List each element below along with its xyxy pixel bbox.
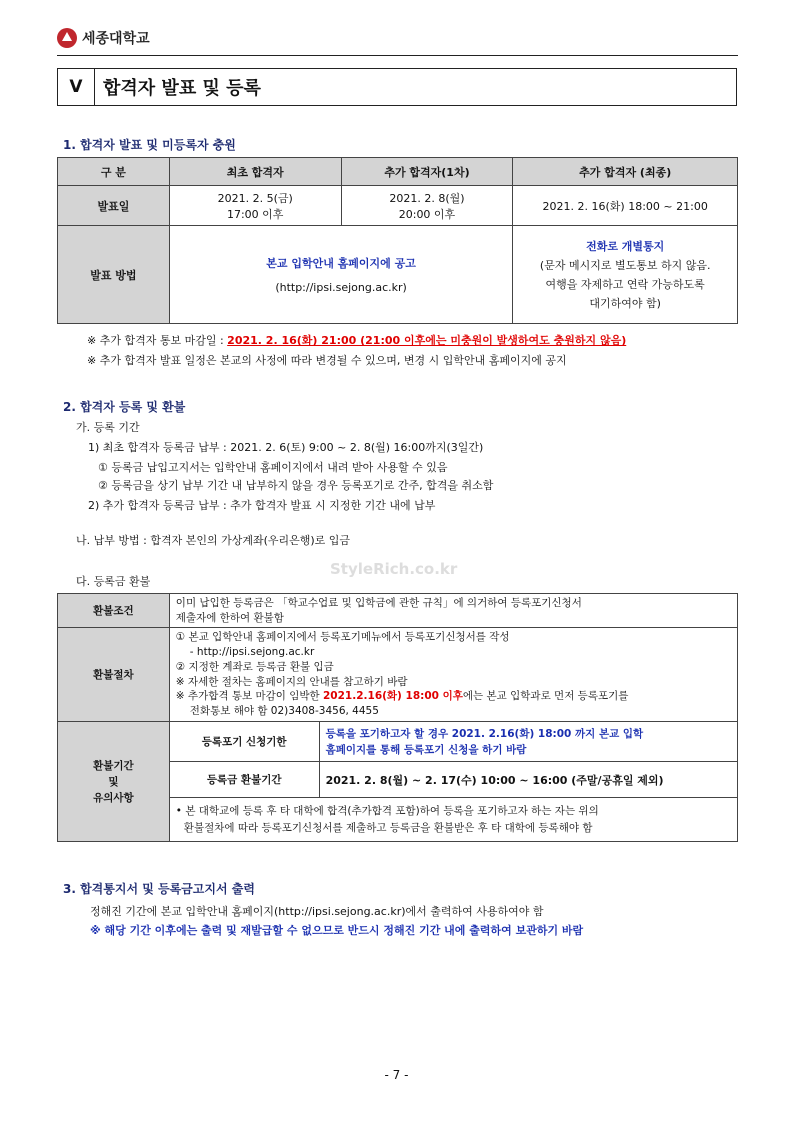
- row-label-method: 발표 방법: [58, 226, 170, 324]
- apply-deadline: 등록을 포기하고자 할 경우 2021. 2.16(화) 18:00 까지 본교 입학 홈페이지를 통해 등록포기 신청을 하기 바람: [319, 722, 737, 762]
- watermark: StyleRich.co.kr: [330, 560, 458, 578]
- s2-line3: ② 등록금을 상기 납부 기간 내 납부하지 않을 경우 등록포기로 간주, 합격을 취소함: [98, 479, 494, 492]
- announcement-table: [57, 157, 738, 324]
- university-emblem-icon: [57, 28, 77, 48]
- s1-note-deadline: ※ 추가 합격자 통보 마감일 : 2021. 2. 16(화) 21:00 (21:00 이후에는 미충원이 발생하여도 충원하지 않음): [87, 334, 627, 347]
- university-name: 세종대학교: [82, 31, 150, 47]
- col-header: 최초 합격자: [169, 158, 341, 186]
- refund-cond-label: 환불조건: [58, 594, 170, 628]
- university-logo: [57, 28, 150, 48]
- page-number: - 7 -: [384, 1068, 409, 1082]
- refund-period: 2021. 2. 8(월) ~ 2. 17(수) 10:00 ~ 16:00 (주말/공휴일 제외): [319, 762, 737, 798]
- date-first: 2021. 2. 5(금) 17:00 이후: [169, 186, 341, 226]
- refund-cond: 이미 납입한 등록금은 「학교수업료 및 입학금에 관한 규칙」에 의거하여 등록포기신청서 제출자에 한하여 환불함: [169, 594, 737, 628]
- method-homepage: 본교 입학안내 홈페이지에 공고 (http://ipsi.sejong.ac.kr): [169, 226, 513, 324]
- s1-heading: 1. 합격자 발표 및 미등록자 충원: [63, 138, 236, 152]
- s2-heading: 2. 합격자 등록 및 환불: [63, 400, 186, 414]
- refund-period-label: 환불기간 및 유의사항: [58, 722, 170, 842]
- s2-da: 다. 등록금 환불: [76, 575, 151, 588]
- refund-proc-label: 환불절차: [58, 628, 170, 722]
- col-header: 추가 합격자 (최종): [513, 158, 738, 186]
- date-additional-final: 2021. 2. 16(화) 18:00 ~ 21:00: [513, 186, 738, 226]
- header-rule: [57, 55, 738, 56]
- row-label-date: 발표일: [58, 186, 170, 226]
- section-title: 합격자 발표 및 등록: [103, 78, 261, 99]
- s2-na: 나. 납부 방법 : 합격자 본인의 가상계좌(우리은행)로 입금: [76, 534, 351, 547]
- s2-ga: 가. 등록 기간: [76, 421, 140, 434]
- s2-line2: ① 등록금 납입고지서는 입학안내 홈페이지에서 내려 받아 사용할 수 있음: [98, 461, 448, 474]
- col-header: 구 분: [58, 158, 170, 186]
- section-number: V: [58, 69, 95, 105]
- refund-proc: ① 본교 입학안내 홈페이지에서 등록포기메뉴에서 등록포기신청서를 작성 - http://ipsi.sejong.ac.kr ② 지정한 계좌로 등록금 환불 입금 ※ 자세한 절차는 홈페이지의 안내를 참고하기 바람 ※ 추가합격 통보 마감이 임박한 2021.2.16(화) 18:00 이후에는 본교 입학과로 먼저 등록포기를 전화통보 해야 함 02)3408-3456, 4455: [169, 628, 737, 722]
- refund-period-row-label: 등록금 환불기간: [169, 762, 319, 798]
- date-additional-1: 2021. 2. 8(월) 20:00 이후: [341, 186, 513, 226]
- apply-deadline-label: 등록포기 신청기한: [169, 722, 319, 762]
- refund-note: • 본 대학교에 등록 후 타 대학에 합격(추가합격 포함)하여 등록을 포기하고자 하는 자는 위의 환불절차에 따라 등록포기신청서를 제출하고 등록금을 환불받은 후 타 대학에 등록해야 함: [169, 798, 737, 842]
- s1-note-schedule: ※ 추가 합격자 발표 일정은 본교의 사정에 따라 변경될 수 있으며, 변경 시 입학안내 홈페이지에 공지: [87, 354, 567, 367]
- method-phone: 전화로 개별통지 (문자 메시지로 별도통보 하지 않음. 여행을 자제하고 연락 가능하도록 대기하여야 함): [513, 226, 738, 324]
- refund-table: [57, 593, 738, 842]
- section-header: [57, 68, 737, 106]
- col-header: 추가 합격자(1차): [341, 158, 513, 186]
- s2-line4: 2) 추가 합격자 등록금 납부 : 추가 합격자 발표 시 지정한 기간 내에 납부: [88, 499, 436, 512]
- s2-line1: 1) 최초 합격자 등록금 납부 : 2021. 2. 6(토) 9:00 ~ 2. 8(월) 16:00까지(3일간): [88, 441, 484, 454]
- s3-line1: 정해진 기간에 본교 입학안내 홈페이지(http://ipsi.sejong.ac.kr)에서 출력하여 사용하여야 함: [90, 905, 544, 918]
- s3-heading: 3. 합격통지서 및 등록금고지서 출력: [63, 882, 255, 896]
- s3-line2: ※ 해당 기간 이후에는 출력 및 재발급할 수 없으므로 반드시 정해진 기간 내에 출력하여 보관하기 바람: [90, 924, 584, 937]
